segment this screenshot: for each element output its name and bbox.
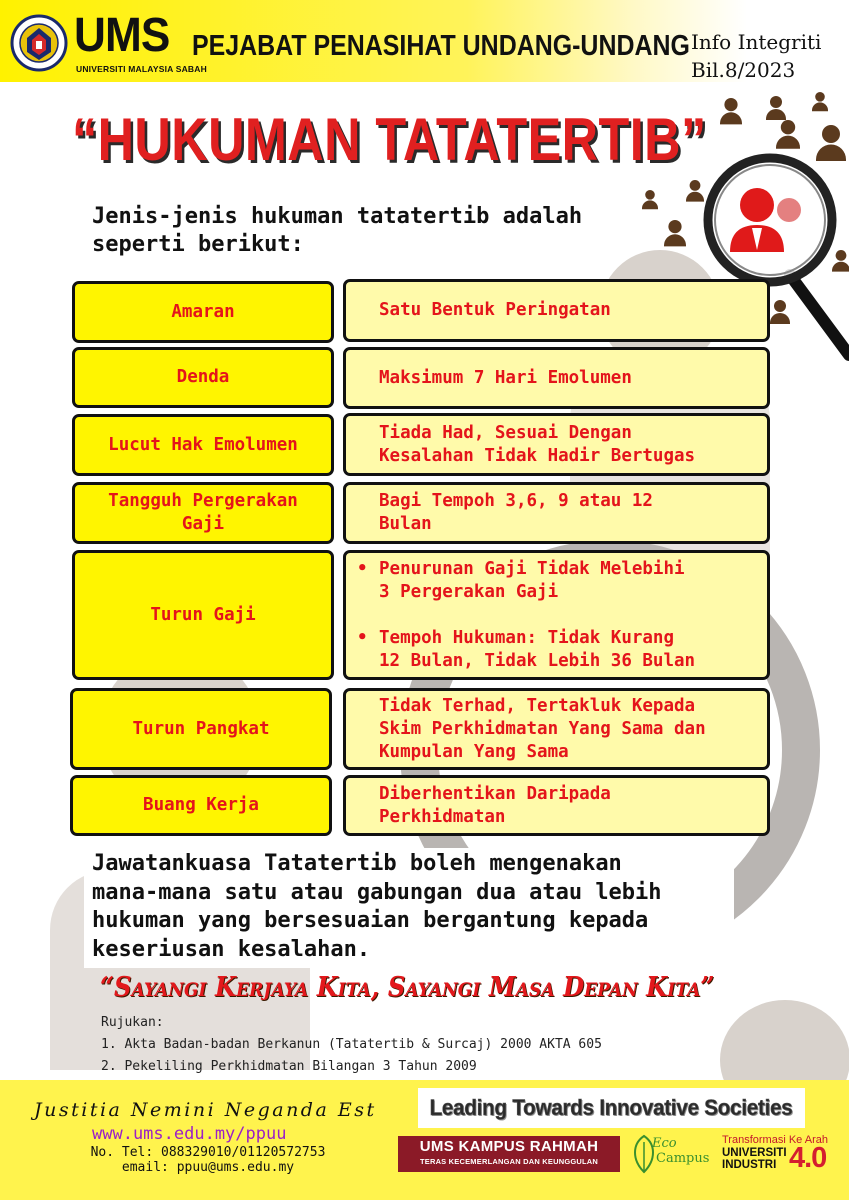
- penalty-desc-turun-gaji: [343, 550, 770, 680]
- penalty-desc-line: Satu Bentuk Peringatan: [379, 300, 611, 320]
- penalty-desc-denda: [343, 347, 770, 409]
- ums-wordmark: UMS: [74, 9, 170, 62]
- penalty-desc-line: Tiada Had, Sesuai Dengan: [379, 422, 632, 443]
- penalty-bullet-list: [379, 558, 695, 673]
- tagline-text: Leading Towards Innovative Societies: [430, 1095, 793, 1120]
- penalty-desc-amaran: [343, 279, 770, 342]
- penalty-desc-lucut-hak: [343, 413, 770, 476]
- closing-line: keseriusan kesalahan.: [92, 936, 371, 962]
- penalty-desc-buang-kerja: [343, 775, 770, 836]
- penalty-name-line: Gaji: [181, 514, 225, 534]
- issue-series: Info Integriti: [691, 30, 822, 54]
- penalty-name-line: Tangguh Pergerakan: [108, 491, 298, 511]
- transform-text: Transformasi Ke Arah: [722, 1134, 828, 1146]
- tagline-banner: [418, 1088, 805, 1128]
- penalty-desc-tangguh: [343, 482, 770, 544]
- ums-full-name: UNIVERSITI MALAYSIA SABAH: [76, 64, 207, 74]
- penalty-desc-line: Tidak Terhad, Tertakluk Kepada: [379, 695, 696, 716]
- motto: Justitia Nemini Neganda Est: [34, 1099, 377, 1121]
- penalty-desc-line: • Penurunan Gaji Tidak Melebihi: [379, 558, 685, 579]
- penalty-desc-line: Bulan: [379, 514, 432, 534]
- ums-seal-logo: [10, 10, 68, 76]
- contact-info: [68, 1145, 348, 1175]
- penalty-desc-line: • Tempoh Hukuman: Tidak Kurang: [379, 627, 675, 648]
- issue-number: Bil.8/2023: [691, 58, 796, 82]
- univ-industri-text: [722, 1147, 787, 1171]
- campus-text: Campus: [656, 1151, 710, 1166]
- office-name: PEJABAT PENASIHAT UNDANG-UNDANG: [192, 30, 690, 62]
- penalty-name-buang-kerja: Buang Kerja: [70, 775, 332, 836]
- eco-campus-logo: [630, 1134, 710, 1178]
- closing-paragraph: [84, 848, 734, 968]
- penalty-name-lucut-hak: Lucut Hak Emolumen: [72, 414, 334, 476]
- univ-line: UNIVERSITI: [722, 1147, 787, 1159]
- slogan: “Sayangi Kerjaya Kita, Sayangi Masa Depan Kita”: [100, 972, 715, 1003]
- rahmah-title: UMS KAMPUS RAHMAH: [419, 1138, 599, 1155]
- issue-info: [691, 28, 821, 84]
- closing-line: Jawatankuasa Tatatertib boleh mengenakan: [92, 851, 622, 876]
- universiti-industri-logo: [722, 1134, 840, 1178]
- penalty-name-denda: Denda: [72, 347, 334, 408]
- penalty-desc-line: 12 Bulan, Tidak Lebih 36 Bulan: [379, 650, 696, 671]
- kampus-rahmah-logo: [398, 1136, 620, 1172]
- eco-text: Eco: [652, 1136, 677, 1151]
- header-banner: [0, 0, 849, 82]
- penalty-desc-turun-pangkat: [343, 688, 770, 770]
- penalty-desc-line: Skim Perkhidmatan Yang Sama dan: [379, 718, 706, 739]
- intro-text: [92, 203, 672, 259]
- penalty-bullet: [357, 558, 695, 604]
- rahmah-subtitle: TERAS KECEMERLANGAN DAN KEUNGGULAN: [419, 1157, 599, 1166]
- penalty-desc-line: Maksimum 7 Hari Emolumen: [379, 367, 632, 388]
- penalty-name-amaran: Amaran: [72, 281, 334, 343]
- penalty-bullet: [357, 627, 695, 673]
- closing-line: hukuman yang bersesuaian bergantung kepada: [92, 908, 649, 933]
- references: [101, 1012, 602, 1078]
- closing-line: mana-mana satu atau gabungan dua atau lebih: [92, 879, 662, 905]
- penalty-name-turun-pangkat: Turun Pangkat: [70, 688, 332, 770]
- penalty-desc-line: Perkhidmatan: [379, 806, 506, 827]
- industri-line: INDUSTRI: [722, 1159, 777, 1171]
- email-address[interactable]: email: ppuu@ums.edu.my: [121, 1160, 295, 1175]
- penalty-desc-line: Diberhentikan Daripada: [379, 783, 611, 804]
- intro-line: Jenis-jenis hukuman tatatertib adalah: [92, 204, 583, 229]
- reference-item: 2. Pekeliling Perkhidmatan Bilangan 3 Tahun 2009: [101, 1059, 477, 1074]
- reference-item: 1. Akta Badan-badan Berkanun (Tatatertib & Surcaj) 2000 AKTA 605: [101, 1037, 602, 1052]
- page-title: “HUKUMAN TATATERTIB”: [72, 106, 707, 173]
- intro-line: seperti berikut:: [92, 232, 304, 257]
- references-heading: Rujukan:: [101, 1015, 164, 1030]
- phone-number: No. Tel: 088329010/01120572753: [90, 1145, 326, 1160]
- penalty-desc-line: Kesalahan Tidak Hadir Bertugas: [379, 445, 696, 466]
- penalty-desc-line: Bagi Tempoh 3,6, 9 atau 12: [379, 491, 653, 511]
- website-link[interactable]: www.ums.edu.my/ppuu: [92, 1124, 287, 1144]
- version-text: 4.0: [789, 1142, 827, 1174]
- penalty-name-turun-gaji: Turun Gaji: [72, 550, 334, 680]
- penalty-desc-line: 3 Pergerakan Gaji: [379, 581, 559, 602]
- penalty-name-tangguh: [72, 482, 334, 544]
- penalty-desc-line: Kumpulan Yang Sama: [379, 741, 569, 762]
